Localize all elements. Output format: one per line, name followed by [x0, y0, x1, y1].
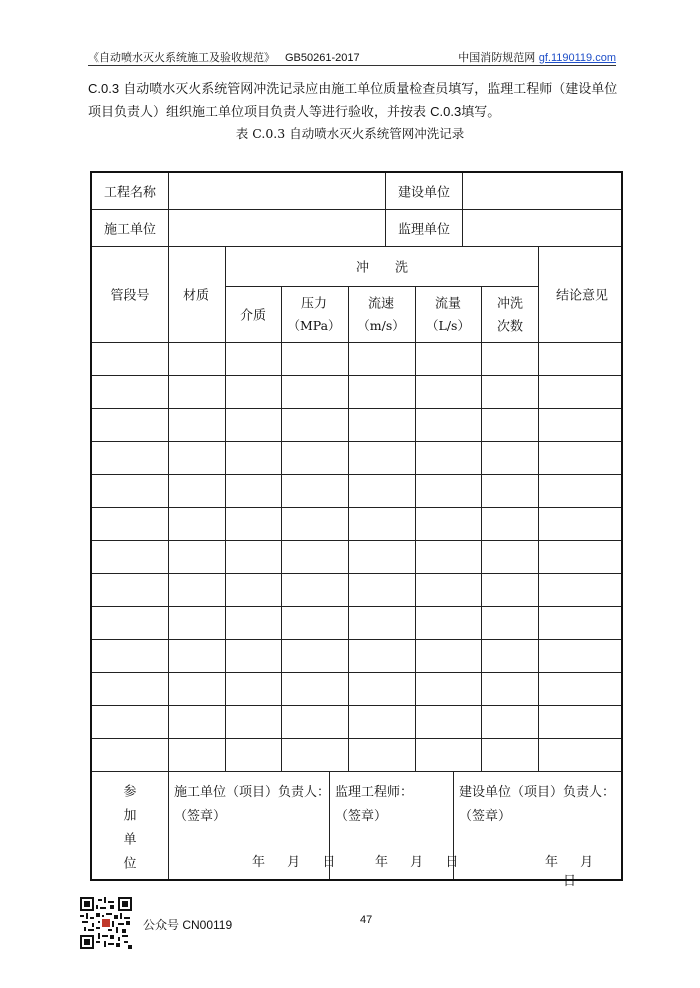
sig-owner-label: 建设单位（项目）负责人：	[459, 785, 616, 800]
date-day: 日	[322, 855, 336, 870]
row-divider	[92, 738, 621, 739]
col-material: 材质	[182, 288, 210, 304]
col-divider	[168, 173, 169, 246]
row-divider	[225, 286, 538, 287]
qr-code-icon	[80, 897, 132, 949]
flush-record-table	[90, 171, 623, 889]
col-divider	[225, 246, 226, 771]
row-divider	[92, 705, 621, 706]
site-name: 中国消防规范网	[458, 51, 536, 64]
label-construction-unit: 建设单位	[397, 185, 451, 201]
clause-text: 自动喷水灭火系统管网冲洗记录应由施工单位质量检查员填写，监理工程师（建设单位项目负责人）组织施工单位项目负责人等进行验收，并按表	[88, 82, 618, 120]
row-divider	[92, 246, 621, 247]
table-caption: 表 C.0.3 自动喷水灭火系统管网冲洗记录	[235, 126, 465, 141]
sig-builder-label: 施工单位（项目）负责人：	[174, 785, 331, 800]
row-divider	[92, 441, 621, 442]
site-link[interactable]: gf.1190119.com	[538, 52, 616, 64]
doc-code: GB50261-2017	[285, 52, 360, 64]
sig-builder-date	[252, 851, 335, 870]
sig-supervisor-stamp: （签章）	[335, 809, 388, 824]
row-divider	[92, 375, 621, 376]
date-month: 月	[287, 855, 301, 870]
col-divider	[462, 173, 463, 246]
row-divider	[92, 408, 621, 409]
col-flush-count-2: 次数	[496, 319, 524, 335]
col-flow-unit: （L/s）	[426, 318, 470, 333]
wechat-label: 公众号 CN00119	[143, 918, 233, 932]
clause-tail: 填写。	[461, 105, 501, 120]
row-divider	[92, 639, 621, 640]
row-divider	[92, 540, 621, 541]
col-divider	[538, 246, 539, 771]
col-divider	[281, 286, 282, 771]
date-year: 年	[252, 855, 266, 870]
page-number: 47	[360, 914, 373, 926]
participants-char: 加	[123, 808, 137, 824]
header-left	[88, 49, 360, 65]
col-conclusion: 结论意见	[555, 288, 609, 304]
intro-paragraph	[88, 78, 628, 124]
row-divider	[92, 507, 621, 508]
col-velocity-unit: （m/s）	[357, 318, 405, 333]
participants-char: 单	[123, 832, 137, 848]
col-flush-count: 冲洗	[496, 296, 524, 312]
participants-char: 参	[123, 784, 137, 800]
col-divider	[415, 286, 416, 771]
col-medium: 介质	[239, 308, 267, 324]
row-divider	[92, 474, 621, 475]
date-day: 日	[445, 855, 459, 870]
participants-char: 位	[123, 856, 137, 872]
col-divider	[168, 771, 169, 879]
col-divider	[168, 246, 169, 771]
col-flush-group: 冲 洗	[355, 260, 409, 276]
row-divider	[92, 606, 621, 607]
col-divider	[481, 286, 482, 771]
clause-id: C.0.3	[88, 81, 120, 96]
label-supervisor-unit: 监理单位	[397, 222, 451, 238]
date-day: 日	[563, 874, 577, 889]
row-divider	[92, 672, 621, 673]
sig-owner-stamp: （签章）	[459, 809, 512, 824]
col-pressure: 压力	[300, 296, 328, 312]
sig-owner-date	[545, 851, 621, 889]
sig-supervisor-date	[375, 851, 458, 870]
label-builder: 施工单位	[103, 222, 157, 238]
sig-supervisor-label: 监理工程师：	[335, 785, 414, 800]
sig-builder-stamp: （签章）	[174, 809, 227, 824]
date-year: 年	[545, 855, 559, 870]
page-header	[88, 49, 616, 66]
col-divider	[348, 286, 349, 771]
col-flow: 流量	[434, 296, 462, 312]
doc-title: 《自动喷水灭火系统施工及验收规范》	[88, 51, 275, 64]
row-divider	[92, 209, 621, 210]
clause-ref: C.0.3	[430, 104, 462, 119]
row-divider	[92, 573, 621, 574]
date-month: 月	[410, 855, 424, 870]
row-divider	[92, 771, 621, 772]
date-year: 年	[375, 855, 389, 870]
col-velocity: 流速	[367, 296, 395, 312]
col-pipe-section: 管段号	[110, 288, 150, 304]
header-right	[458, 49, 616, 65]
col-divider	[385, 173, 386, 246]
label-project-name: 工程名称	[103, 185, 157, 201]
date-month: 月	[580, 855, 594, 870]
col-pressure-unit: （MPa）	[287, 318, 341, 333]
row-divider	[92, 342, 621, 343]
